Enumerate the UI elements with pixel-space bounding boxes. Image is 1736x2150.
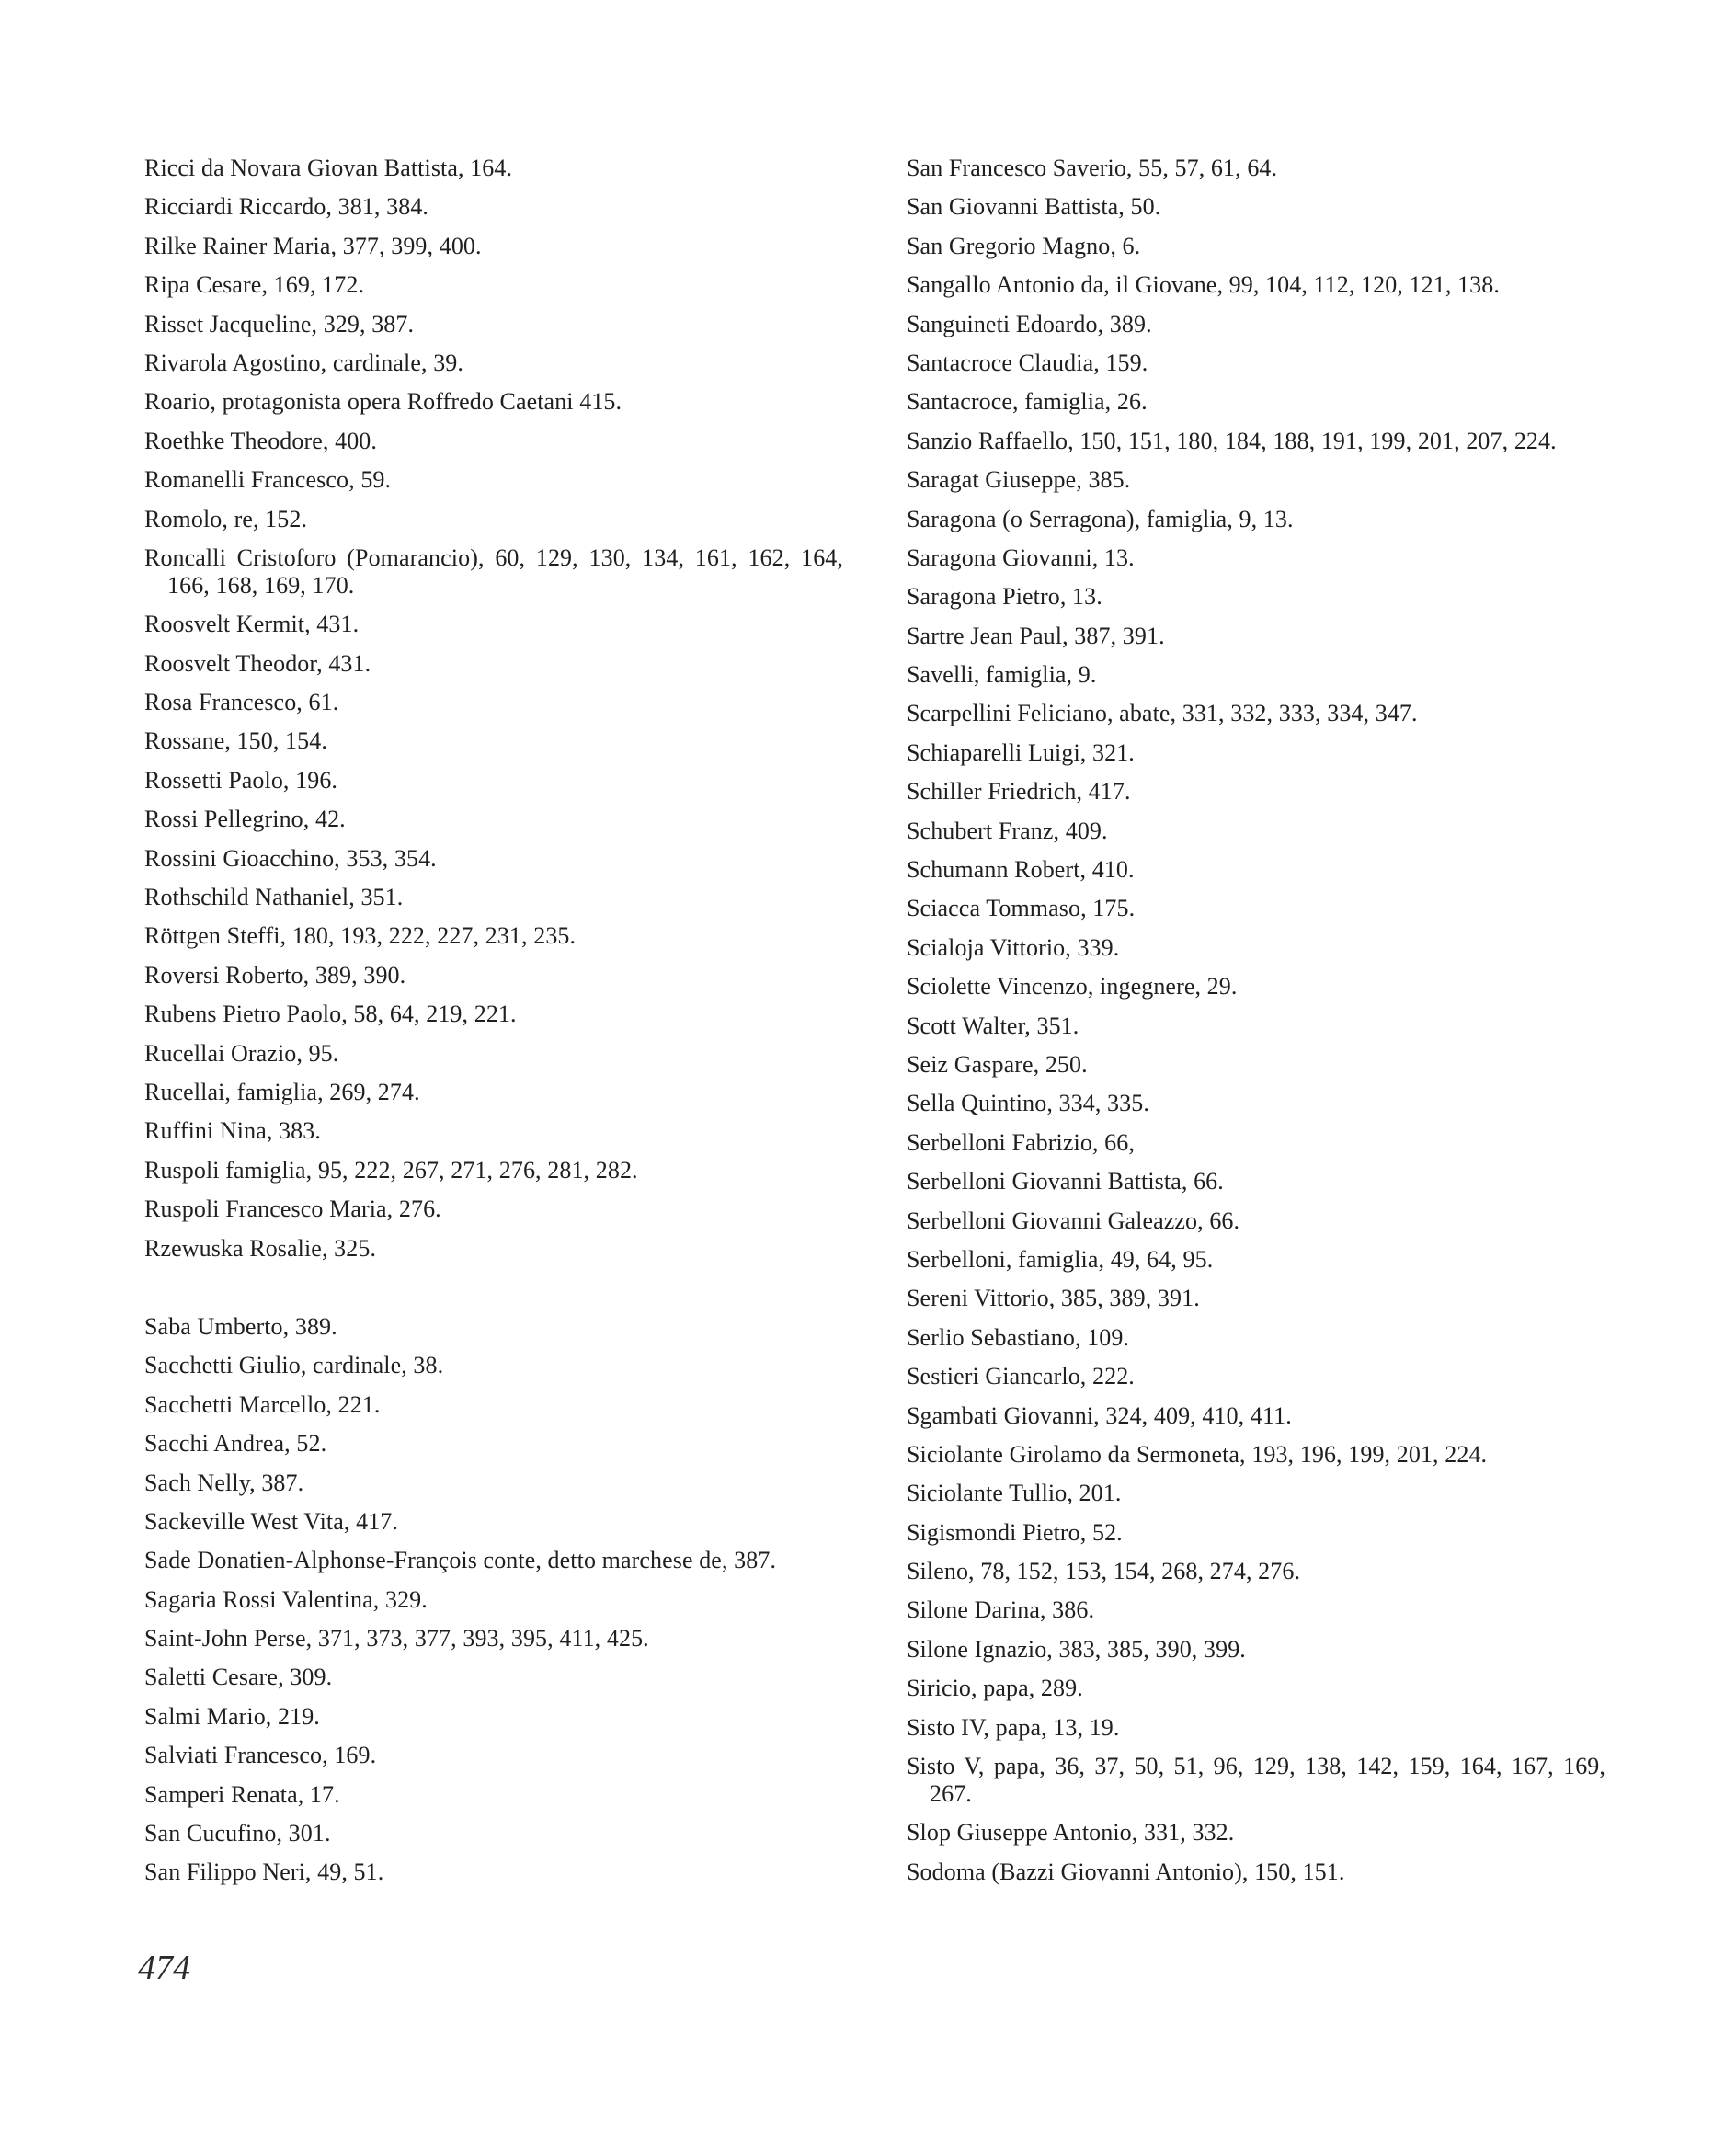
index-entry: Sagaria Rossi Valentina, 329. xyxy=(144,1585,428,1613)
index-entry: Rucellai, famiglia, 269, 274. xyxy=(144,1078,420,1105)
index-entry: Siricio, papa, 289. xyxy=(907,1675,1083,1702)
index-entry: Salmi Mario, 219. xyxy=(144,1702,320,1730)
index-entry: Ricci da Novara Giovan Battista, 164. xyxy=(144,154,513,181)
index-entry: Rubens Pietro Paolo, 58, 64, 219, 221. xyxy=(144,1001,517,1028)
index-entry: Sade Donatien-Alphonse-François conte, detto marchese de, 387. xyxy=(144,1547,777,1574)
index-entry: Sanguineti Edoardo, 389. xyxy=(907,310,1152,337)
index-entry: Scarpellini Feliciano, abate, 331, 332, 333, 334, 347. xyxy=(907,700,1418,727)
index-entry: Rossane, 150, 154. xyxy=(144,727,327,755)
index-entry: Schiaparelli Luigi, 321. xyxy=(907,738,1135,766)
index-entry: San Gregorio Magno, 6. xyxy=(907,232,1141,259)
index-entry: Saragona (o Serragona), famiglia, 9, 13. xyxy=(907,505,1294,532)
index-entry: Serbelloni, famiglia, 49, 64, 95. xyxy=(907,1245,1214,1273)
index-entry: Sciacca Tommaso, 175. xyxy=(907,895,1136,922)
index-entry: Romolo, re, 152. xyxy=(144,505,308,532)
index-entry: Saragona Giovanni, 13. xyxy=(907,543,1135,571)
index-entry: Scialoja Vittorio, 339. xyxy=(907,933,1120,961)
index-entry: Schumann Robert, 410. xyxy=(907,856,1135,884)
index-entry: Sgambati Giovanni, 324, 409, 410, 411. xyxy=(907,1401,1292,1429)
index-entry: San Francesco Saverio, 55, 57, 61, 64. xyxy=(907,154,1278,181)
index-entry: Roosvelt Theodor, 431. xyxy=(144,649,371,677)
index-entry: Ruspoli famiglia, 95, 222, 267, 271, 276, 281, 282. xyxy=(144,1156,638,1184)
index-entry: Santacroce Claudia, 159. xyxy=(907,349,1148,376)
index-entry: Scott Walter, 351. xyxy=(907,1012,1079,1039)
index-entry: Rivarola Agostino, cardinale, 39. xyxy=(144,349,463,376)
index-entry: Ruffini Nina, 383. xyxy=(144,1117,321,1145)
index-entry: Schubert Franz, 409. xyxy=(907,817,1108,844)
index-column-left xyxy=(144,154,843,1898)
index-entry: Sacchi Andrea, 52. xyxy=(144,1430,327,1458)
index-entry: Sestieri Giancarlo, 222. xyxy=(907,1363,1135,1390)
index-entry: Seiz Gaspare, 250. xyxy=(907,1050,1088,1078)
index-entry: Sartre Jean Paul, 387, 391. xyxy=(907,622,1165,649)
index-entry: Sackeville West Vita, 417. xyxy=(144,1507,398,1535)
index-entry: Sach Nelly, 387. xyxy=(144,1469,304,1496)
index-entry: Ripa Cesare, 169, 172. xyxy=(144,271,365,299)
index-entry: Sanzio Raffaello, 150, 151, 180, 184, 188, 191, 199, 201, 207, 224. xyxy=(907,427,1557,454)
index-column-right xyxy=(907,154,1605,1897)
index-entry: Roario, protagonista opera Roffredo Caetani 415. xyxy=(144,388,622,416)
index-entry: Roncalli Cristoforo (Pomarancio), 60, 129, 130, 134, 161, 162, 164, 166, 168, 169, 170. xyxy=(144,543,843,599)
index-entry: Slop Giuseppe Antonio, 331, 332. xyxy=(907,1819,1235,1847)
index-entry: Serbelloni Giovanni Battista, 66. xyxy=(907,1168,1224,1195)
index-entry: Roethke Theodore, 400. xyxy=(144,427,377,454)
index-entry: Rzewuska Rosalie, 325. xyxy=(144,1234,377,1262)
index-entry: Saletti Cesare, 309. xyxy=(144,1664,333,1691)
index-entry: Sileno, 78, 152, 153, 154, 268, 274, 276. xyxy=(907,1558,1301,1585)
index-entry: Savelli, famiglia, 9. xyxy=(907,661,1097,689)
index-entry: Saint-John Perse, 371, 373, 377, 393, 395, 411, 425. xyxy=(144,1625,649,1653)
index-entry: Sisto V, papa, 36, 37, 50, 51, 96, 129, 138, 142, 159, 164, 167, 169, 267. xyxy=(907,1753,1605,1808)
index-entry: San Cucufino, 301. xyxy=(144,1820,331,1847)
index-entry: Roosvelt Kermit, 431. xyxy=(144,611,360,638)
index-entry: Rossini Gioacchino, 353, 354. xyxy=(144,844,437,872)
index-entry: San Giovanni Battista, 50. xyxy=(907,193,1161,221)
index-entry: Rucellai Orazio, 95. xyxy=(144,1039,339,1067)
index-entry: Rilke Rainer Maria, 377, 399, 400. xyxy=(144,232,482,259)
index-entry: Salviati Francesco, 169. xyxy=(144,1742,377,1769)
index-entry: Serbelloni Giovanni Galeazzo, 66. xyxy=(907,1207,1240,1234)
index-entry: Samperi Renata, 17. xyxy=(144,1780,340,1808)
index-entry: Silone Darina, 386. xyxy=(907,1596,1095,1624)
index-entry: Sella Quintino, 334, 335. xyxy=(907,1090,1149,1117)
index-entry: Saragona Pietro, 13. xyxy=(907,583,1102,611)
index-entry: Sacchetti Marcello, 221. xyxy=(144,1390,381,1418)
index-entry: Roversi Roberto, 389, 390. xyxy=(144,961,406,989)
index-entry: Siciolante Girolamo da Sermoneta, 193, 196, 199, 201, 224. xyxy=(907,1440,1488,1468)
index-entry: Rothschild Nathaniel, 351. xyxy=(144,884,404,911)
index-entry: Sisto IV, papa, 13, 19. xyxy=(907,1713,1120,1741)
index-entry: Rosa Francesco, 61. xyxy=(144,689,339,716)
index-entry: Risset Jacqueline, 329, 387. xyxy=(144,310,415,337)
index-entry: Silone Ignazio, 383, 385, 390, 399. xyxy=(907,1635,1246,1663)
index-entry: Rossi Pellegrino, 42. xyxy=(144,806,346,833)
index-entry: Sacchetti Giulio, cardinale, 38. xyxy=(144,1352,444,1379)
index-entry: Sodoma (Bazzi Giovanni Antonio), 150, 151. xyxy=(907,1858,1345,1885)
index-entry: Serlio Sebastiano, 109. xyxy=(907,1323,1130,1351)
section-separator xyxy=(144,1274,843,1313)
index-entry: Sereni Vittorio, 385, 389, 391. xyxy=(907,1285,1200,1312)
index-entry: Saragat Giuseppe, 385. xyxy=(907,466,1131,494)
index-entry: Sigismondi Pietro, 52. xyxy=(907,1518,1123,1546)
index-entry: Sangallo Antonio da, il Giovane, 99, 104, 112, 120, 121, 138. xyxy=(907,271,1500,299)
index-entry: Saba Umberto, 389. xyxy=(144,1312,337,1340)
index-entry: Serbelloni Fabrizio, 66, xyxy=(907,1128,1135,1156)
index-entry: Sciolette Vincenzo, ingegnere, 29. xyxy=(907,973,1238,1001)
index-entry: Ruspoli Francesco Maria, 276. xyxy=(144,1195,441,1223)
index-entry: Romanelli Francesco, 59. xyxy=(144,466,392,494)
index-entry: Röttgen Steffi, 180, 193, 222, 227, 231, 235. xyxy=(144,922,577,950)
index-entry: Ricciardi Riccardo, 381, 384. xyxy=(144,193,429,221)
index-entry: Rossetti Paolo, 196. xyxy=(144,766,338,794)
index-entry: Schiller Friedrich, 417. xyxy=(907,778,1131,806)
index-entry: Santacroce, famiglia, 26. xyxy=(907,388,1148,416)
index-entry: San Filippo Neri, 49, 51. xyxy=(144,1858,384,1886)
page-number: 474 xyxy=(138,1949,190,1987)
index-entry: Siciolante Tullio, 201. xyxy=(907,1480,1122,1507)
